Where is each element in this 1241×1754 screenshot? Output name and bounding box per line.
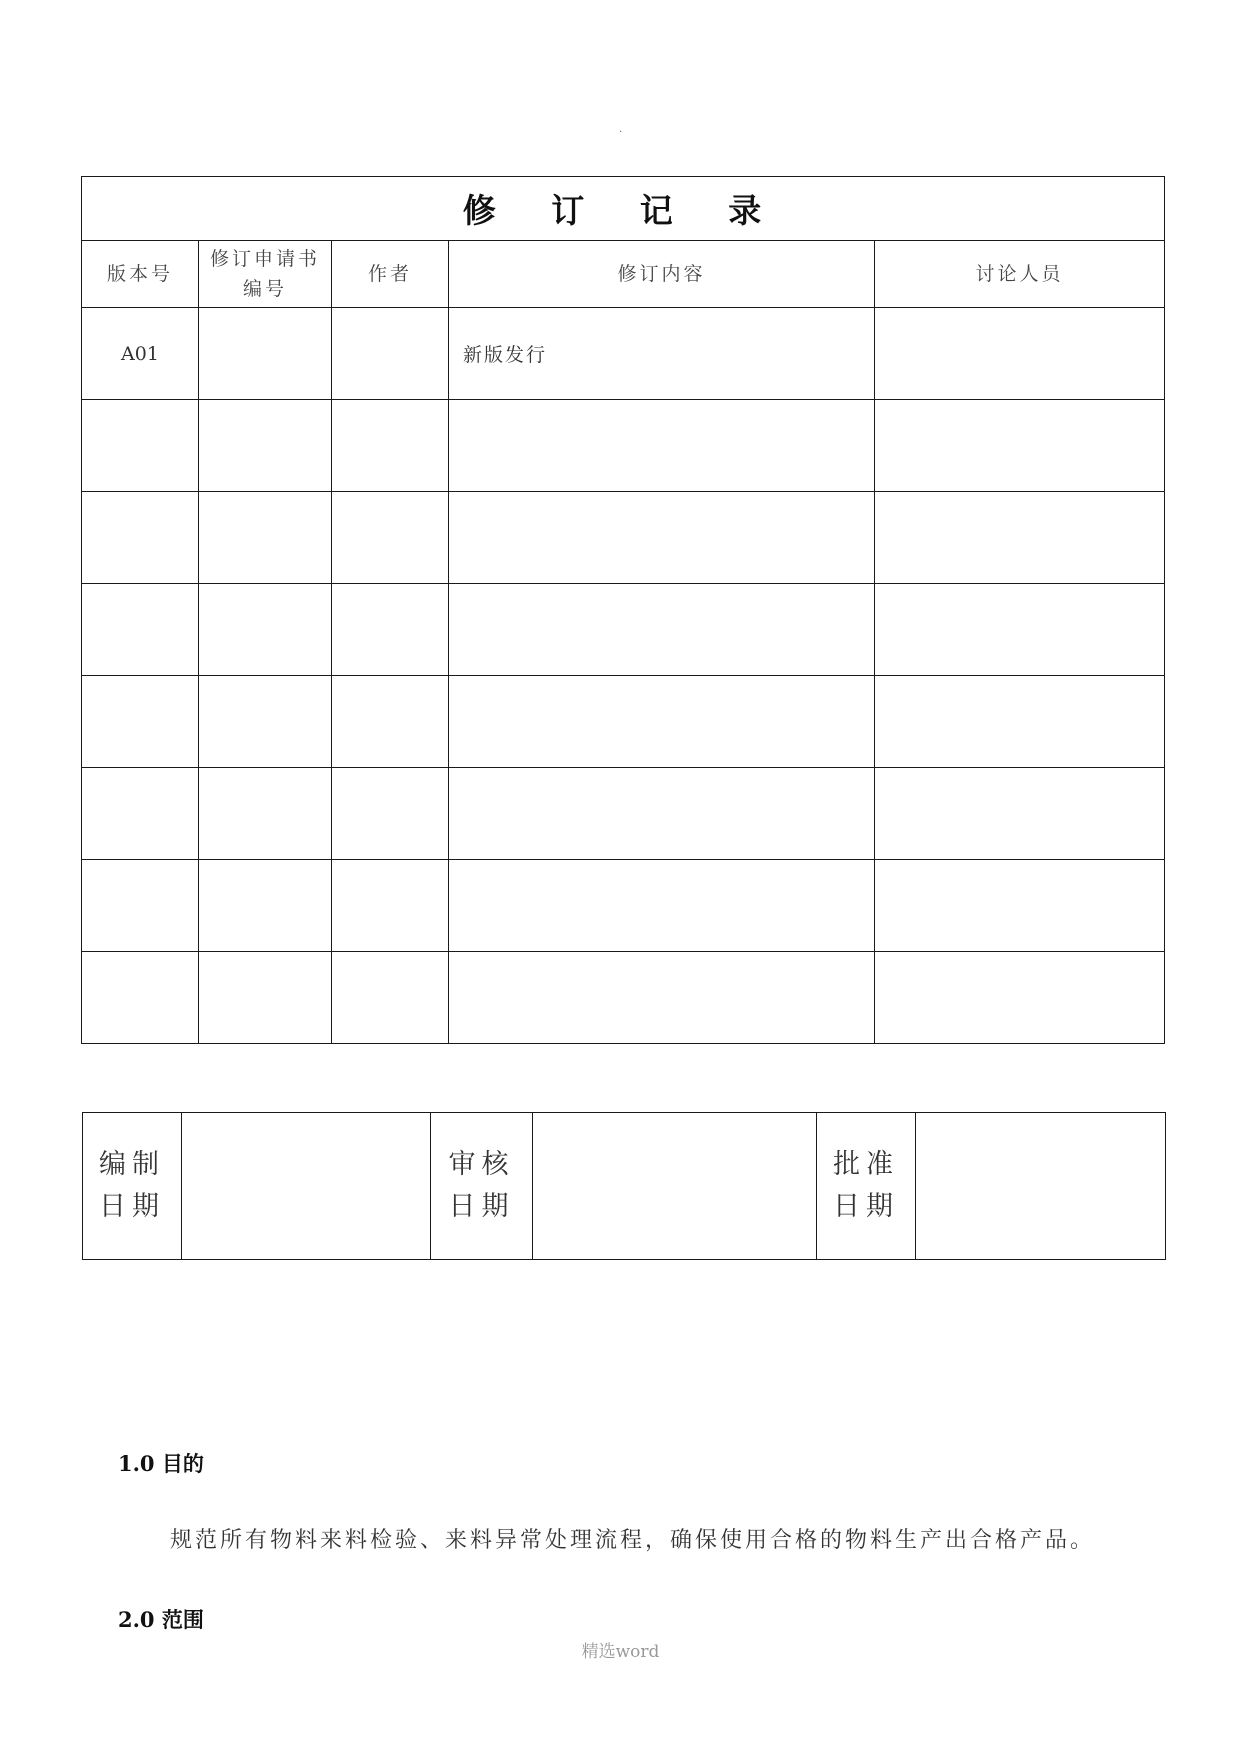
cell-reviewers [875, 584, 1165, 676]
cell-request-no [199, 308, 332, 400]
approved-date-label [817, 1113, 916, 1260]
revision-header-row [82, 241, 1165, 308]
revision-title-row [82, 177, 1165, 241]
prepared-date-label [83, 1113, 182, 1260]
header-content: 修订内容 [449, 241, 875, 308]
cell-version [82, 676, 199, 768]
revision-record-table [81, 176, 1165, 1044]
cell-reviewers [875, 952, 1165, 1044]
table-row [82, 308, 1165, 400]
cell-content: 新版发行 [449, 308, 875, 400]
cell-version [82, 952, 199, 1044]
prepared-label-line2: 日期 [99, 1191, 165, 1222]
cell-reviewers [875, 860, 1165, 952]
cell-author [332, 584, 449, 676]
table-row [82, 768, 1165, 860]
table-row [82, 952, 1165, 1044]
purpose-heading: 1.0 目的 [118, 1451, 204, 1476]
top-mark: . [619, 124, 623, 135]
reviewed-label-line1: 审核 [448, 1149, 515, 1180]
header-request-no [199, 241, 332, 308]
header-version: 版本号 [82, 241, 199, 308]
table-row [82, 860, 1165, 952]
signoff-row [83, 1113, 1166, 1260]
cell-request-no [199, 860, 332, 952]
reviewed-date-label [431, 1113, 533, 1260]
cell-request-no [199, 768, 332, 860]
cell-author [332, 492, 449, 584]
cell-reviewers [875, 492, 1165, 584]
cell-reviewers [875, 768, 1165, 860]
header-request-line1: 修订申请书 [209, 248, 320, 270]
table-row [82, 676, 1165, 768]
cell-author [332, 768, 449, 860]
header-reviewers: 讨论人员 [875, 241, 1165, 308]
reviewed-date-field [533, 1113, 817, 1260]
cell-content [449, 400, 875, 492]
purpose-paragraph: 规范所有物料来料检验、来料异常处理流程，确保使用合格的物料生产出合格产品。 [170, 1528, 1096, 1553]
cell-version [82, 584, 199, 676]
cell-content [449, 860, 875, 952]
reviewed-label-line2: 日期 [448, 1191, 515, 1222]
cell-request-no [199, 584, 332, 676]
cell-reviewers [875, 400, 1165, 492]
cell-reviewers [875, 308, 1165, 400]
prepared-label-line1: 编制 [99, 1149, 165, 1180]
cell-content [449, 952, 875, 1044]
cell-version [82, 768, 199, 860]
page-footer: 精选word [581, 1642, 660, 1662]
scope-heading: 2.0 范围 [118, 1607, 204, 1632]
cell-request-no [199, 400, 332, 492]
approved-label-line1: 批准 [833, 1149, 899, 1180]
cell-request-no [199, 952, 332, 1044]
approved-date-field [916, 1113, 1166, 1260]
cell-content [449, 768, 875, 860]
cell-reviewers [875, 676, 1165, 768]
table-row [82, 400, 1165, 492]
approved-label-line2: 日期 [833, 1191, 899, 1222]
cell-content [449, 492, 875, 584]
header-author: 作者 [332, 241, 449, 308]
cell-version [82, 400, 199, 492]
cell-version [82, 860, 199, 952]
cell-request-no [199, 492, 332, 584]
table-row [82, 492, 1165, 584]
cell-author [332, 860, 449, 952]
table-row [82, 584, 1165, 676]
signoff-table [82, 1112, 1166, 1260]
cell-content [449, 584, 875, 676]
cell-author [332, 400, 449, 492]
cell-author [332, 952, 449, 1044]
cell-author [332, 308, 449, 400]
cell-version [82, 492, 199, 584]
cell-version: A01 [82, 308, 199, 400]
prepared-date-field [182, 1113, 431, 1260]
cell-request-no [199, 676, 332, 768]
cell-content [449, 676, 875, 768]
header-request-line2: 编号 [242, 278, 287, 300]
cell-author [332, 676, 449, 768]
revision-table-title: 修 订 记 录 [82, 177, 1165, 241]
